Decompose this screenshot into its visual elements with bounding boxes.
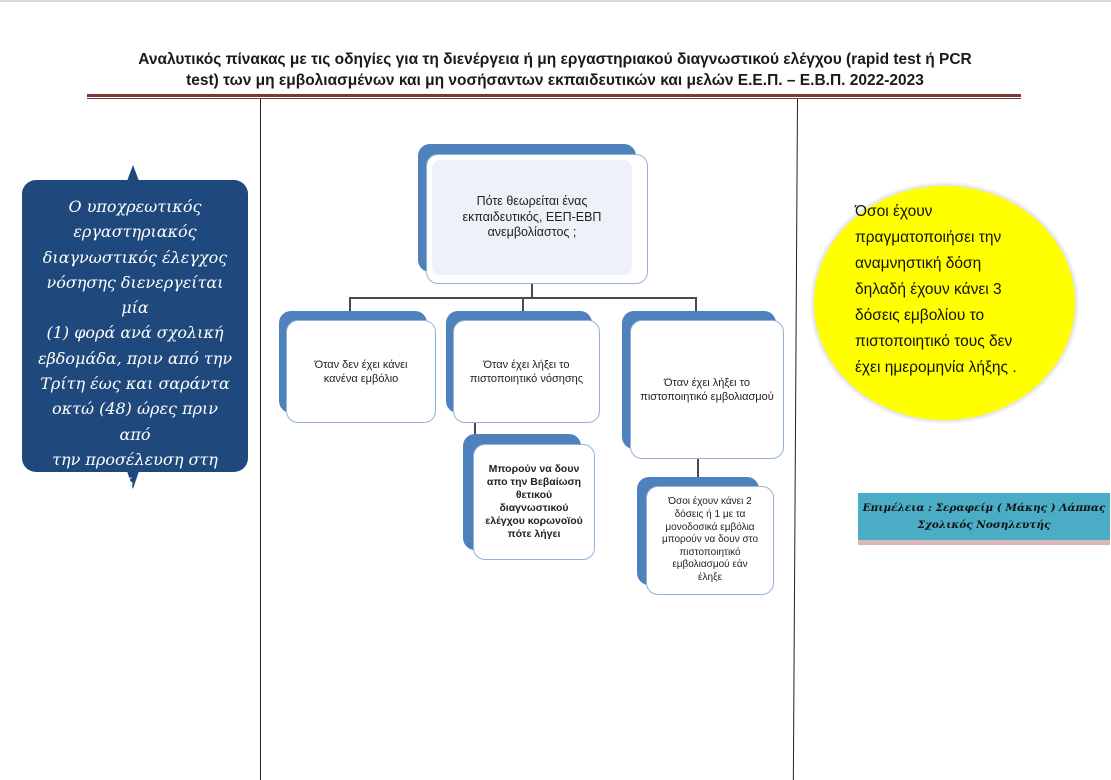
left-column-divider [260,99,261,780]
sub-line: εμβολιασμού εάν [672,559,748,571]
left-box-line: νόσησης διενεργείται μία [46,272,224,318]
branch-line: πιστοποιητικό νόσησης [469,372,584,385]
vaccination-certificate-text [646,486,774,595]
sub-line: Όσοι έχουν κάνει 2 [668,496,752,508]
vaccination-certificate-node [637,477,774,595]
sub-line: έληξε [698,571,722,583]
sub-line: Μπορούν να δουν [488,463,580,475]
branch-vaccination-expired-text [630,320,784,459]
title-rule-thick [87,94,1021,97]
left-box-top-notch [127,165,139,181]
sub-line: μονοδοσικά εμβόλια [665,521,755,533]
page-title [80,49,1030,91]
sub-line: ελέγχου κορωνοϊού [485,515,583,527]
left-box-line: σχολική μονάδα. [66,475,204,495]
circle-line: δόσεις εμβολίου το [855,307,985,324]
circle-line: αναμνηστική δόση [855,255,982,272]
left-box-line: την προσέλευση στη [52,449,218,469]
left-box-line: Ο υποχρεωτικός [68,197,202,216]
title-line-2: test) των μη εμβολιασμένων και μη νοσήσαντων εκπαιδευτικών και μελών Ε.Ε.Π. – Ε.Β.Π. 2022-2023 [186,72,924,89]
branch-recovery-expired-node [446,311,600,423]
root-question-node [418,144,648,284]
circle-line: έχει ημερομηνία λήξης . [855,359,1017,376]
circle-line: πιστοποιητικό τους δεν [855,333,1013,350]
author-credit-box [858,493,1110,545]
sub-line: δόσεις ή 1 με τα [674,509,746,521]
sub-line: μπορούν να δουν στο [661,534,759,546]
root-line: Πότε θεωρείται ένας [476,194,588,209]
branch-vaccination-expired-node [622,311,784,459]
weekly-test-info-box [22,180,248,495]
sub-line: πότε λήγει [507,528,561,540]
right-column-divider [793,99,798,780]
sub-line: απο την Βεβαίωση [486,476,582,488]
root-question-text [432,160,632,275]
branch-line: Όταν έχει λήξει το [664,376,750,389]
booster-dose-text [855,199,1060,381]
circle-line: Όσοι έχουν [855,203,933,220]
credit-role: Σχολικός Νοσηλευτής [917,518,1051,531]
top-border [0,0,1111,2]
branch-no-vaccine-node [279,311,436,423]
connector-branch-2 [522,297,524,311]
sub-line: πιστοποιητικό [679,546,741,558]
branch-line: πιστοποιητικό εμβολιασμού [640,390,774,403]
left-box-line: εβδομάδα, πριν από την [37,348,233,368]
left-box-line: (1) φορά ανά σχολική [46,323,224,343]
left-box-line: διαγνωστικός έλεγχος [42,247,228,267]
connector-branch-1 [349,297,351,311]
branch-line: κανένα εμβόλιο [323,372,399,385]
title-line-1: Αναλυτικός πίνακας με τις οδηγίες για τη διενέργεια ή μη εργαστηριακού διαγνωστικού ελέγχου (rapid test ή PCR [138,51,972,68]
title-rule-thin [87,98,1021,99]
credit-author: Επιμέλεια : Σεραφείμ ( Μάκης ) Λάππας [862,501,1106,514]
branch-no-vaccine-text [286,320,436,423]
root-line: εκπαιδευτικός, ΕΕΠ-ΕΒΠ [462,209,602,224]
root-line: ανεμβολίαστος ; [487,225,577,240]
left-box-line: Τρίτη έως και σαράντα [40,374,230,394]
branch-line: Όταν δεν έχει κάνει [314,358,408,371]
left-box-line: εργαστηριακός [73,222,197,242]
sub-line: διαγνωστικού [499,502,569,514]
connector-branch-3 [695,297,697,311]
circle-line: πραγματοποιήσει την [855,229,1002,246]
sub-line: θετικού [515,489,553,501]
connector-sub-emvoliasmou [697,458,699,478]
circle-line: δηλαδή έχουν κάνει 3 [855,281,1002,298]
recovery-certificate-node [463,434,595,560]
branch-line: Όταν έχει λήξει το [483,358,570,371]
recovery-certificate-text [473,444,595,560]
left-box-line: οκτώ (48) ώρες πριν από [51,399,219,444]
branch-recovery-expired-text [453,320,600,423]
